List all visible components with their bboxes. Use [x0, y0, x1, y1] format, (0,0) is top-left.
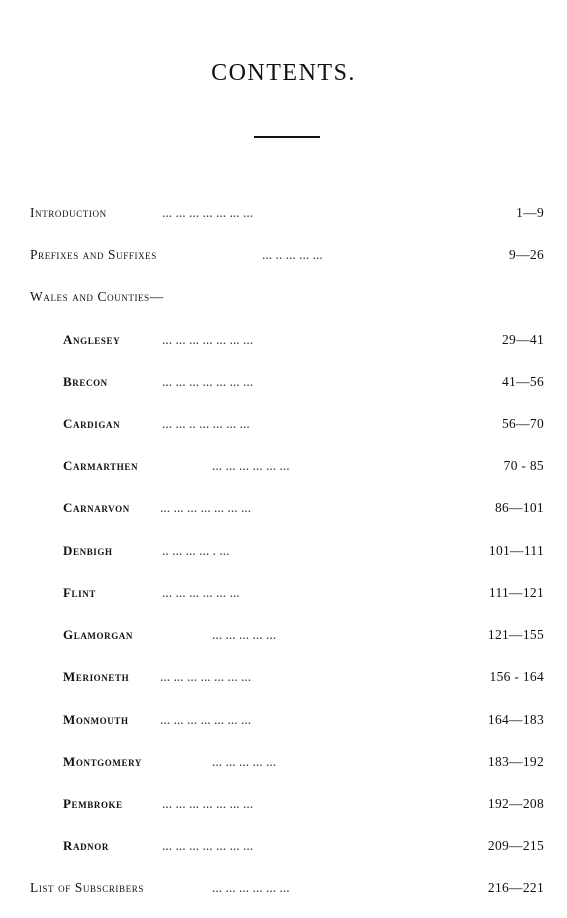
toc-entry-label: Brecon	[63, 374, 108, 389]
toc-entry-label: Flint	[63, 585, 96, 600]
toc-entry-label: Prefixes and Suffixes	[30, 247, 157, 262]
toc-entry-label: List of Subscribers	[30, 880, 144, 895]
toc-entry-label: Glamorgan	[63, 627, 134, 642]
toc-entry-radnor	[0, 838, 567, 860]
toc-entry-cardigan	[0, 416, 567, 438]
toc-entry-pembroke	[0, 796, 567, 818]
toc-entry-carnarvon	[0, 500, 567, 522]
toc-entry-label: Radnor	[63, 838, 109, 853]
toc-leader-dots: ... ... ... ... ... ... ...	[162, 796, 254, 811]
toc-entry-label: Denbigh	[63, 543, 113, 558]
toc-entry-label: Carmarthen	[63, 458, 139, 473]
toc-leader-dots: ... ... ... ... ... ...	[212, 458, 290, 473]
toc-entry-label: Merioneth	[63, 669, 130, 684]
toc-leader-dots: ... ... ... ... ... ... ...	[160, 712, 252, 727]
toc-leader-dots: ... ... ... ... ... ...	[212, 880, 290, 895]
toc-page-range: 156 - 164	[489, 669, 544, 684]
toc-page-range: 101—111	[488, 543, 544, 558]
toc-entry-brecon	[0, 374, 567, 396]
toc-leader-dots: ... ... ... ... ... ... ...	[162, 838, 254, 853]
toc-leader-dots: ... ... ... ... ... ...	[162, 585, 240, 600]
toc-entry-monmouth	[0, 712, 567, 734]
toc-entry-label: Introduction	[30, 205, 107, 220]
toc-entry-label: Montgomery	[63, 754, 142, 769]
toc-entry-label: Pembroke	[63, 796, 123, 811]
toc-entry-label: Wales and Counties—	[30, 289, 164, 304]
toc-page-range: 164—183	[487, 712, 544, 727]
toc-leader-dots: ... ... ... ... ... ... ...	[162, 332, 254, 347]
toc-entry-montgomery	[0, 754, 567, 776]
toc-leader-dots: ... ... ... ... ... ... ...	[162, 205, 254, 220]
toc-leader-dots: ... .. ... ... ...	[262, 247, 323, 262]
toc-page-range: 41—56	[502, 374, 544, 389]
toc-entry-label: Anglesey	[63, 332, 121, 347]
toc-entry-introduction	[0, 205, 567, 227]
toc-leader-dots: ... ... ... ... ...	[212, 627, 277, 642]
toc-leader-dots: ... ... ... ... ...	[212, 754, 277, 769]
toc-leader-dots: ... ... ... ... ... ... ...	[160, 500, 252, 515]
toc-page-range: 29—41	[502, 332, 544, 347]
toc-entry-prefixes-and-suffixes	[0, 247, 567, 269]
toc-entry-glamorgan	[0, 627, 567, 649]
toc-page-range: 56—70	[502, 416, 544, 431]
toc-entry-label: Cardigan	[63, 416, 121, 431]
toc-page-range: 121—155	[487, 627, 544, 642]
toc-leader-dots: ... ... ... ... ... ... ...	[162, 374, 254, 389]
toc-entry-flint	[0, 585, 567, 607]
toc-entry-denbigh	[0, 543, 567, 565]
toc-page-range: 1—9	[516, 205, 544, 220]
toc-page-range: 183—192	[487, 754, 544, 769]
title-divider	[254, 136, 320, 138]
toc-page-range: 209—215	[487, 838, 544, 853]
toc-page-range: 86—101	[494, 500, 544, 515]
toc-entry-carmarthen	[0, 458, 567, 480]
toc-page-range: 111—121	[488, 585, 544, 600]
toc-entry-wales-and-counties	[0, 289, 567, 311]
toc-page-range: 192—208	[487, 796, 544, 811]
toc-page-range: 9—26	[509, 247, 544, 262]
toc-entry-anglesey	[0, 332, 567, 354]
toc-entry-merioneth	[0, 669, 567, 691]
toc-leader-dots: ... ... .. ... ... ... ...	[162, 416, 250, 431]
toc-entry-list-of-subscribers	[0, 880, 567, 902]
toc-page-range: 216—221	[487, 880, 544, 895]
toc-entry-label: Carnarvon	[63, 500, 130, 515]
toc-leader-dots: ... ... ... ... ... ... ...	[160, 669, 252, 684]
toc-entry-label: Monmouth	[63, 712, 129, 727]
toc-page-range: 70 - 85	[503, 458, 544, 473]
page-title: CONTENTS.	[211, 60, 356, 87]
toc-leader-dots: .. ... ... ... . ...	[162, 543, 230, 558]
